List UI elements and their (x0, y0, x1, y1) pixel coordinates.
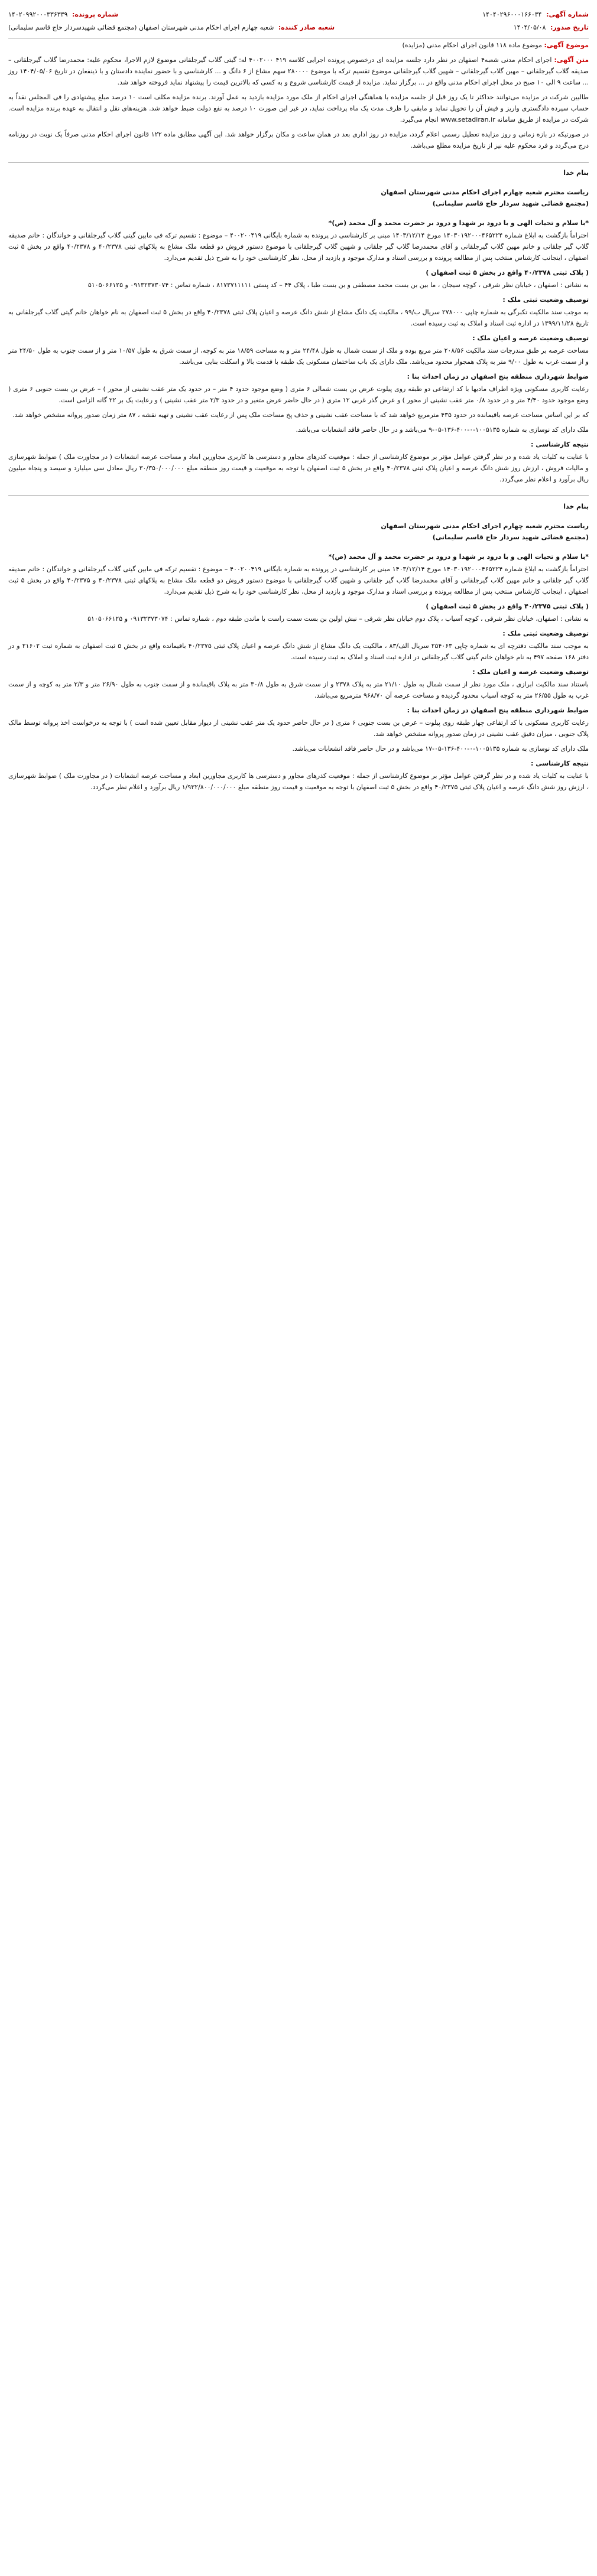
ad-header (8, 6, 589, 38)
ad-number: شماره آگهی: ۱۴۰۴۰۲۹۶۰۰۰۱۶۶۰۳۴ (482, 11, 589, 18)
ad-paragraph-2: طالبین شرکت در مزایده می‌توانند حداکثر تا یک روز قبل از جلسه مزایده با هماهنگی اجرای احکام از ملک مورد مزایده بازدید به عمل آورند. برنده مزایده مکلف است ۱۰ درصد مبلغ پیشنهادی را فی المجلس نقداً به حساب سپرده دادگستری واریز و فیش آن را تحویل نماید و مابقی را ظرف مدت یک ماه پرداخت نماید، در غیر این صورت ۱۰ درصد به نفع دولت ضبط خواهد شد. هزینه‌های نقل و انتقال به عهده برنده مزایده است. شرکت در مزایده از طریق سامانه www.setadiran.ir انجام می‌گیرد. (8, 93, 589, 123)
expert-report-1: بنام خدا ریاست محترم شعبه چهارم اجرای احکام مدنی شهرستان اصفهان (مجتمع قضائی شهید سردار حاج قاسم سلیمانی) *با سلام و تحیات الهی و با درود بر شهدا و درود بر حضرت محمد و آل محمد (ص)* احتراماً بازگشت به ابلاغ شماره ۱۴۰۳۰۱۹۲۰۰۰۴۶۵۲۲۴ مورخ ۱۴۰۳/۱۲/۱۴ مبنی بر کارشناسی در پرونده به شماره بایگانی ۴۰۰۲۰۰۴۱۹ – موضوع : تقسیم ترکه فی مابین گیتی گلاب گیرجلقانی و خواندگان : خانم صدیقه گلاب گیر جلقانی و خانم مهین گلاب گیرجلقانی و آقای محمدرضا گلاب گیر جلقانی و شهین گلاب گیرجلقانی با موضوع دستور فروش دو قطعه ملک مشاع به پلاکهای ثبتی ۴۰/۲۳۷۸ و ۴۰/۲۳۷۸ واقع در بخش ۵ ثبت اصفهان ، اینجانب کارشناس منتخب پس از مطالعه پرونده و بررسی اسناد و مدارک موجود و بازدید از محل، نظر کارشناسی خود را به شرح ذیل تقدیم می‌دارد. ( پلاک ثبتی ۴۰/۲۳۷۸ واقع در بخش ۵ ثبت اصفهان ) به نشانی : اصفهان ، خیابان نظر شرقی ، کوچه سیجان ، ما بین بن بست محمد مصطفی و بن بست طبا ، پلاک ۴۴ – کد پستی ۸۱۷۳۷۱۱۱۱۱ ، شماره تماس : ۰۹۱۳۲۳۷۳۰۷۴ و ۵۱۰۵۰۶۶۱۲۵ توصیف وضعیت ثبتی ملک : به موجب سند مالکیت تکبرگی به شماره چاپی ۲۷۸۰۰۰ سریال ب/۹۹ ، مالکیت یک دانگ مشاع از شش دانگ عرصه و اعیان پلاک ثبتی ۴۰/۲۳۷۸ واقع در بخش ۵ ثبت اصفهان به نام خواهان خانم گیتی گلاب گیرجلقانی به تاریخ ۱۳۹۹/۱۱/۲۸ در اداره ثبت اسناد و املاک به ثبت رسیده است. توصیف وضعیت عرصه و اعیان ملک : مساحت عرصه بر طبق مندرجات سند مالکیت ۲۰۸/۵۶ متر مربع بوده و ملک از سمت شمال به طول ۲۴/۴۸ متر و به مساحت ۱۸/۵۹ متر به کوچه، از سمت شرق به طول ۱۰/۵۷ متر و از سمت جنوب به طول ۲۴/۵۰ متر و از سمت غرب به طول ۹/۰۰ متر به پلاک همجوار محدود می‌باشد. ملک دارای یک باب ساختمان مسکونی یک طبقه با قدمت بالا و اسکلت بنایی می‌باشد. ضوابط شهرداری منطقه پنج اصفهان در زمان احداث بنا : رعایت کاربری مسکونی ویژه اطراف مادیها با کد ارتفاعی دو طبقه روی پیلوت عرض بن بست شمالی ۶ متری ( وضع موجود حدود ۴ متر – در حدود یک متر عقب نشینی از محور ) – عرض بن بست جنوبی ۶ متری ( وضع موجود حدود ۴/۴۰ متر و در حدود ۰/۸ متر عقب نشینی از محور ) و عرض گذر غربی ۱۲ متری ( در حال حاضر عرض متغیر و در حدود ۲/۳ متر عقب نشینی ) و رعایت یک بر ۲۲ گانه الزامی است. که بر این اساس مساحت عرصه باقیمانده در حدود ۴۳۵ مترمربع خواهد شد که با مساحت عقب نشینی و حذف پخ مساحت ملک پس از رعایت عقب نشینی و تهیه نقشه ، ۸۷ متر زمان صدور پروانه مشخص خواهد شد. ملک دارای کد نوسازی به شماره ۱۰۰۵۱۳۵-۰-۴۰۰-۱۳۶-۰۵-۹ می‌باشد و در حال حاضر فاقد انشعابات می‌باشد. نتیجه کارشناسی : با عنایت به کلیات یاد شده و در نظر گرفتن عوامل مؤثر بر موضوع کارشناسی از جمله : موقعیت کذرهای مجاور و دسترسی ها کاربری مجاورین ابعاد و مساحت عرصه انشعابات ( در مجاورت ملک ) ضوابط شهرسازی و مالیات فروش ، ارزش روز شش دانگ عرصه و اعیان پلاک ثبتی ۴۰/۲۳۷۸ واقع در بخش ۵ ثبت اصفهان با توجه به موقعیت و قیمت روز منطقه مبلغ ۳۰/۳۵۰/۰۰۰/۰۰۰ ریال معادل سی میلیارد و سیصد و پنجاه میلیون ریال برآورد و اعلام نظر می‌گردد. (8, 169, 589, 483)
ad-section: موضوع آگهی: موضوع ماده ۱۱۸ قانون اجرای احکام مدنی (مزایده) متن آگهی: اجرای احکام مدنی شعبه۴ اصفهان در نظر دارد جلسه مزایده ای درخصوص پرونده اجرایی کلاسه ۴۱۹ ۴۰۰۲۰۰۰ له: گیتی گلاب گیرجلقانی موضوع لازم الاجرا، محکوم علیه: محمدرضا گلاب گیرجلقانی – صدیقه گلاب گیرجلقانی – مهین گلاب گیرجلقانی – شهین گلاب گیرجلقانی موضوع تقسیم ترکه با موضوع ۲۸۰۰۰۰ سهم مشاع از ۶ دانگ و ... کارشناسی و با حضور نماینده دادستان و با ذینفعان در تاریخ ۱۴۰۴/۰۵/۰۶ روز ... ساعت ۹ الی ۱۰ صبح در محل اجرای احکام مدنی واقع در ... برگزار نماید. مزایده از قیمت کارشناسی شروع و به کسی که بالاترین قیمت را پیشنهاد نماید فروخته خواهد شد. طالبین شرکت در مزایده می‌توانند حداکثر تا یک روز قبل از جلسه مزایده با هماهنگی اجرای احکام از ملک مورد مزایده بازدید به عمل آورند. برنده مزایده مکلف است ۱۰ درصد مبلغ پیشنهادی را فی المجلس نقداً به حساب سپرده دادگستری واریز و فیش آن را تحویل نماید و مابقی را ظرف مدت یک ماه پرداخت نماید، در غیر این صورت ۱۰ درصد به نفع دولت ضبط خواهد شد. هزینه‌های نقل و انتقال به عهده برنده مزایده است. شرکت در مزایده از طریق سامانه www.setadiran.ir انجام می‌گیرد. در صورتیکه در بازه زمانی و روز مزایده تعطیل رسمی اعلام گردد، مزایده در روز اداری بعد در همان ساعت و مکان برگزار خواهد شد. این آگهی مطابق ماده ۱۲۲ قانون اجرای احکام مدنی صرفاً یک نوبت در روزنامه درج می‌گردد و فرد محکوم علیه نیز از تاریخ مزایده مطلع می‌باشد. (8, 40, 589, 151)
tracking-number: شماره پرونده: ۱۴۰۲۰۹۹۲۰۰۰۳۳۶۳۳۹ (8, 11, 119, 18)
expert-report-2: بنام خدا ریاست محترم شعبه چهارم اجرای احکام مدنی شهرستان اصفهان (مجتمع قضائی شهید سردار حاج قاسم سلیمانی) *با سلام و تحیات الهی و با درود بر شهدا و درود بر حضرت محمد و آل محمد (ص)* احتراماً بازگشت به ابلاغ شماره ۱۴۰۳۰۱۹۲۰۰۰۴۶۵۲۲۴ مورخ ۱۴۰۳/۱۲/۱۴ مبنی بر کارشناسی در پرونده به شماره بایگانی ۴۰۰۲۰۰۴۱۹ – موضوع : تقسیم ترکه فی مابین گیتی گلاب گیرجلقانی و خواندگان : خانم صدیقه گلاب گیر جلقانی و خانم مهین گلاب گیرجلقانی و آقای محمدرضا گلاب گیر جلقانی و شهین گلاب گیرجلقانی با موضوع دستور فروش دو قطعه ملک مشاع به پلاکهای ثبتی ۴۰/۲۳۷۸ و ۴۰/۲۳۷۵ واقع در بخش ۵ ثبت اصفهان ، اینجانب کارشناس منتخب پس از مطالعه پرونده و بررسی اسناد و مدارک موجود و بازدید از محل، نظر کارشناسی خود را به شرح ذیل تقدیم می‌دارد. ( پلاک ثبتی ۴۰/۲۳۷۵ واقع در بخش ۵ ثبت اصفهان ) به نشانی : اصفهان، خیابان نظر شرقی ، کوچه آسیاب ، پلاک دوم خیابان نظر شرقی – نبش اولین بن بست سمت راست با ماندن طبقه دوم ، شماره تماس : ۰۹۱۳۲۳۷۳۰۷۴ و ۵۱۰۵۰۶۶۱۲۵ توصیف وضعیت ثبتی ملک : به موجب سند مالکیت دفترچه ای به شماره چاپی ۲۵۴۰۶۳ سریال الف/۸۳ ، مالکیت یک دانگ مشاع از شش دانگ عرصه و اعیان پلاک ثبتی ۴۰/۲۳۷۵ باقیمانده واقع در بخش ۵ ثبت اصفهان به شماره ثبت ۲۱۶۰۲ و در دفتر ۱۶۸ صفحه ۴۹۷ به نام خواهان خانم گیتی گلاب گیرجلقانی در اداره ثبت اسناد و املاک به ثبت رسیده است. توصیف وضعیت عرصه و اعیان ملک : باستناد سند مالکیت ابرازی ، ملک مورد نظر از سمت شمال به طول ۲۱/۱۰ متر به پلاک ۲۳۷۸ و از سمت شرق به طول ۳۰/۸ متر به پلاک باقیمانده و از سمت جنوب به طول ۲۶/۹۰ متر و ۲/۳ متر به کوچه و از سمت غرب به طول ۲۶/۵۵ متر به کوچه آسیاب محدود گردیده و مساحت عرصه آن ۹۶۸/۷۰ مترمربع می‌باشد. ضوابط شهرداری منطقه پنج اصفهان در زمان احداث بنا : رعایت کاربری مسکونی با کد ارتفاعی چهار طبقه روی پیلوت – عرض بن بست جنوبی ۶ متری ( در حال حاضر حدود یک متر عقب نشینی از دیوار مقابل تعیین شده است ) با توجه به درخواست اخذ پروانه توسط مالک پلاک جنوبی ، میزان دقیق عقب نشینی در زمان صدور پروانه مشخص خواهد شد. ملک دارای کد نوسازی به شماره ۱۰۰۵۱۳۵-۰-۴۰۰-۱۳۶-۰۵-۱۷ می‌باشد و در حال حاضر فاقد انشعابات می‌باشد. نتیجه کارشناسی : با عنایت به کلیات یاد شده و در نظر گرفتن عوامل مؤثر بر موضوع کارشناسی از جمله : موقعیت کذرهای مجاور و دسترسی ها کاربری مجاورین ابعاد و مساحت عرصه انشعابات ( در مجاورت ملک ) ضوابط شهرسازی ، ارزش روز شش دانگ عرصه و اعیان پلاک ثبتی ۴۰/۲۳۷۵ واقع در بخش ۵ ثبت اصفهان با توجه به موقعیت و قیمت روز منطقه مبلغ ۱/۹۳۲/۸۰۰/۰۰۰/۰۰۰ ریال برآورد و اعلام نظر می‌گردد. (8, 503, 589, 791)
ad-paragraph-3: در صورتیکه در بازه زمانی و روز مزایده تعطیل رسمی اعلام گردد، مزایده در روز اداری بعد در همان ساعت و مکان برگزار خواهد شد. این آگهی مطابق ماده ۱۲۲ قانون اجرای احکام مدنی صرفاً یک نوبت در روزنامه درج می‌گردد و فرد محکوم علیه نیز از تاریخ مزایده مطلع می‌باشد. (8, 131, 589, 149)
issue-date: تاریخ صدور: ۱۴۰۴/۰۵/۰۸ (513, 24, 589, 31)
issuing-branch: شعبه صادر کننده: شعبه چهارم اجرای احکام مدنی شهرستان اصفهان (مجتمع قضائی شهیدسردار حاج قاسم سلیمانی) (8, 24, 335, 31)
